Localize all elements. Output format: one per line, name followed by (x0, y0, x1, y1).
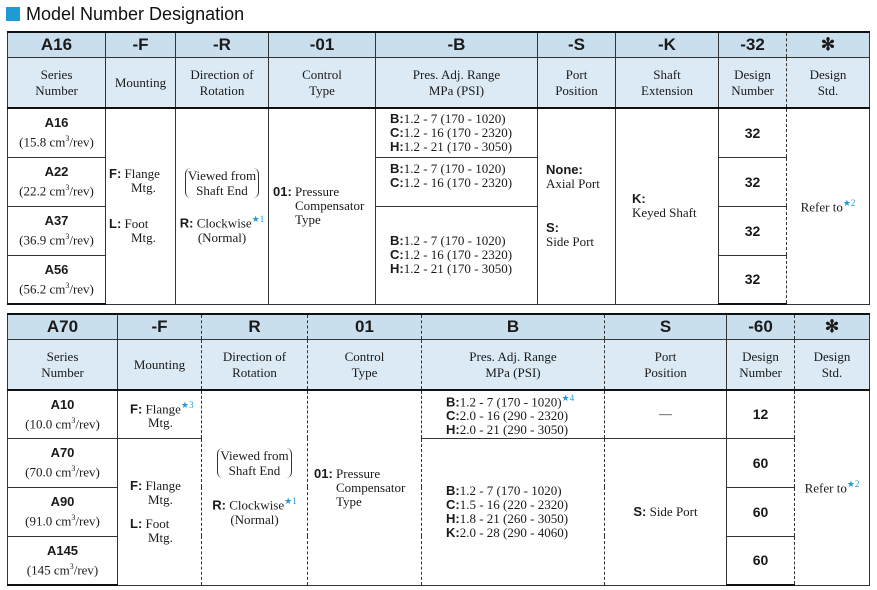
design-std-note: Refer $to^{★2}$ (795, 390, 870, 585)
code-design-number: -32 (719, 32, 787, 58)
mounting-a10: F: Flange$^{★3}$ Mtg. (118, 390, 202, 438)
port-options: S: Side Port (605, 438, 727, 585)
header-port: Port Position (605, 340, 727, 391)
mounting-options: F: Flange Mtg. L: Foot Mtg. (106, 108, 176, 304)
design-number-a22: 32 (719, 157, 787, 206)
code-port: -S (538, 32, 616, 58)
series-a22: A22 (22.2 $cm^3/rev$) (8, 157, 106, 206)
viewed-from-note: Viewed from Shaft End (217, 448, 291, 478)
code-rotation: -R (176, 32, 269, 58)
design-number-a56: 32 (719, 255, 787, 304)
design-number-a37: 32 (719, 206, 787, 255)
control-options: 01: Pressure Compensator Type (308, 390, 422, 585)
header-pressure: Pres. Adj. Range MPa (PSI) (422, 340, 605, 391)
series-a37: A37 (36.9 $cm^3/rev$) (8, 206, 106, 255)
code-mounting: -F (118, 314, 202, 340)
series-a10: A10 (10.0 $cm^3/rev$) (8, 390, 118, 438)
header-design-std: Design Std. (787, 58, 870, 109)
pressure-group-2: B:1.2 - 7 (170 - 1020) C:1.2 - 16 (170 - 2320) (376, 157, 538, 206)
title-text: Model Number Designation (26, 3, 245, 24)
port-options: None: Axial Port S: Side Port (538, 108, 616, 304)
header-rotation: Direction of Rotation (202, 340, 308, 391)
header-series: Series Number (8, 340, 118, 391)
code-design-number: -60 (727, 314, 795, 340)
code-rotation: R (202, 314, 308, 340)
code-series: A70 (8, 314, 118, 340)
code-series: A16 (8, 32, 106, 58)
section-title (6, 3, 244, 25)
design-number-a10: 12 (727, 390, 795, 438)
pressure-group-1: B:1.2 - 7 (170 - 1020) C:1.2 - 16 (170 - 2320) H:1.2 - 21 (170 - 3050) (376, 108, 538, 157)
header-control: Control Type (308, 340, 422, 391)
code-pressure: -B (376, 32, 538, 58)
port-a10: — (605, 390, 727, 438)
header-shaft: Shaft Extension (616, 58, 719, 109)
design-number-a70: 60 (727, 438, 795, 487)
code-control: -01 (269, 32, 376, 58)
shaft-options: K: Keyed Shaft (616, 108, 719, 304)
design-number-a90: 60 (727, 487, 795, 536)
design-std-note: Refer $to^{★2}$ (787, 108, 870, 304)
code-control: 01 (308, 314, 422, 340)
header-pressure: Pres. Adj. Range MPa (PSI) (376, 58, 538, 109)
viewed-from-note: Viewed from Shaft End (185, 168, 259, 198)
header-design-number: Design Number (727, 340, 795, 391)
mounting-options: F: Flange Mtg. L: Foot Mtg. (118, 438, 202, 585)
code-port: S (605, 314, 727, 340)
title-square-icon (6, 7, 20, 21)
design-number-a145: 60 (727, 536, 795, 585)
series-a145: A145 (145 $cm^3/rev$) (8, 536, 118, 585)
rotation-options: Viewed from Shaft End R: Clockwise$^{★1}$ (Normal) (176, 108, 269, 304)
header-control: Control Type (269, 58, 376, 109)
header-mounting: Mounting (118, 340, 202, 391)
model-table-a16 (7, 31, 870, 305)
pressure-group-2: B:1.2 - 7 (170 - 1020) C:1.5 - 16 (220 - 2320) H:1.8 - 21 (260 - 3050) K:2.0 - 28 (290 - 4060) (422, 438, 605, 585)
pressure-group-3: B:1.2 - 7 (170 - 1020) C:1.2 - 16 (170 - 2320) H:1.2 - 21 (170 - 3050) (376, 206, 538, 304)
pressure-group-1: B:1.2 - 7 (170 - 1020)$^{★4}$ C:2.0 - 16 (290 - 2320) H:2.0 - 21 (290 - 3050) (422, 390, 605, 438)
header-design-std: Design Std. (795, 340, 870, 391)
code-mounting: -F (106, 32, 176, 58)
code-design-std: ✻ (787, 32, 870, 58)
code-design-std: ✻ (795, 314, 870, 340)
header-mounting: Mounting (106, 58, 176, 109)
header-rotation: Direction of Rotation (176, 58, 269, 109)
header-design-number: Design Number (719, 58, 787, 109)
series-a16: A16 (15.8 $cm^3/rev$) (8, 108, 106, 157)
design-number-a16: 32 (719, 108, 787, 157)
model-table-a70 (7, 313, 870, 586)
header-series: Series Number (8, 58, 106, 109)
control-options: 01: Pressure Compensator Type (269, 108, 376, 304)
series-a56: A56 (56.2 $cm^3/rev$) (8, 255, 106, 304)
rotation-options: Viewed from Shaft End R: Clockwise$^{★1}$ (Normal) (202, 390, 308, 585)
series-a70: A70 (70.0 $cm^3/rev$) (8, 438, 118, 487)
code-pressure: B (422, 314, 605, 340)
series-a90: A90 (91.0 $cm^3/rev$) (8, 487, 118, 536)
code-shaft: -K (616, 32, 719, 58)
header-port: Port Position (538, 58, 616, 109)
